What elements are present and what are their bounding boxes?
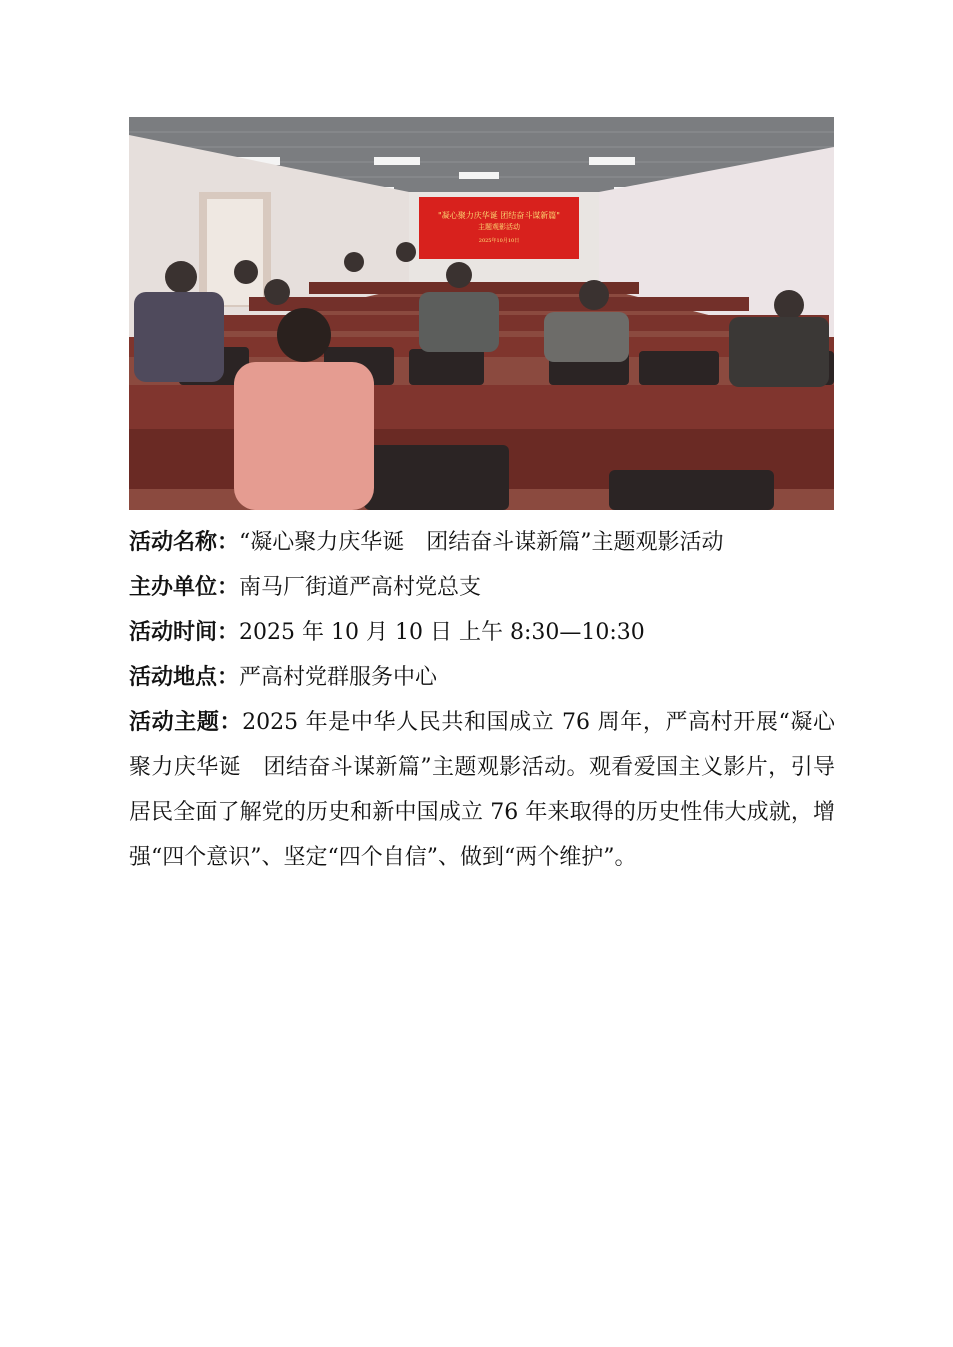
activity-time-row: [129, 610, 835, 655]
activity-name-value: “凝心聚力庆华诞 团结奋斗谋新篇”主题观影活动: [239, 530, 724, 555]
activity-theme-value: 2025 年是中华人民共和国成立 76 周年，严高村开展“凝心聚力庆华诞 团结奋斗谋新篇”主题观影活动。观看爱国主义影片，引导居民全面了解党的历史和新中国成立 76 年来取得的历史性伟大成就，增强“四个意识”、坚定“四个自信”、做到“两个维护”。: [129, 710, 835, 870]
activity-info: [129, 520, 835, 880]
event-photo: [129, 117, 834, 510]
organizer-value: 南马厂街道严高村党总支: [239, 575, 482, 600]
activity-name-row: [129, 520, 835, 565]
meeting-room-image: [129, 117, 834, 510]
activity-location-row: [129, 655, 835, 700]
organizer-row: [129, 565, 835, 610]
banner-date: 2025年10月10日: [478, 238, 520, 244]
activity-location-value: 严高村党群服务中心: [239, 665, 438, 690]
activity-theme-paragraph: [129, 700, 835, 880]
activity-time-label: 活动时间：: [129, 620, 240, 645]
activity-location-label: 活动地点：: [129, 665, 240, 690]
banner-subtitle: 主题观影活动: [478, 223, 520, 231]
activity-time-value: 2025 年 10 月 10 日 上午 8:30—10:30: [239, 620, 645, 645]
activity-name-label: 活动名称：: [129, 530, 240, 555]
banner-title: "凝心聚力庆华诞 团结奋斗谋新篇": [438, 211, 560, 220]
organizer-label: 主办单位：: [129, 575, 240, 600]
activity-theme-label: 活动主题：: [129, 710, 243, 735]
